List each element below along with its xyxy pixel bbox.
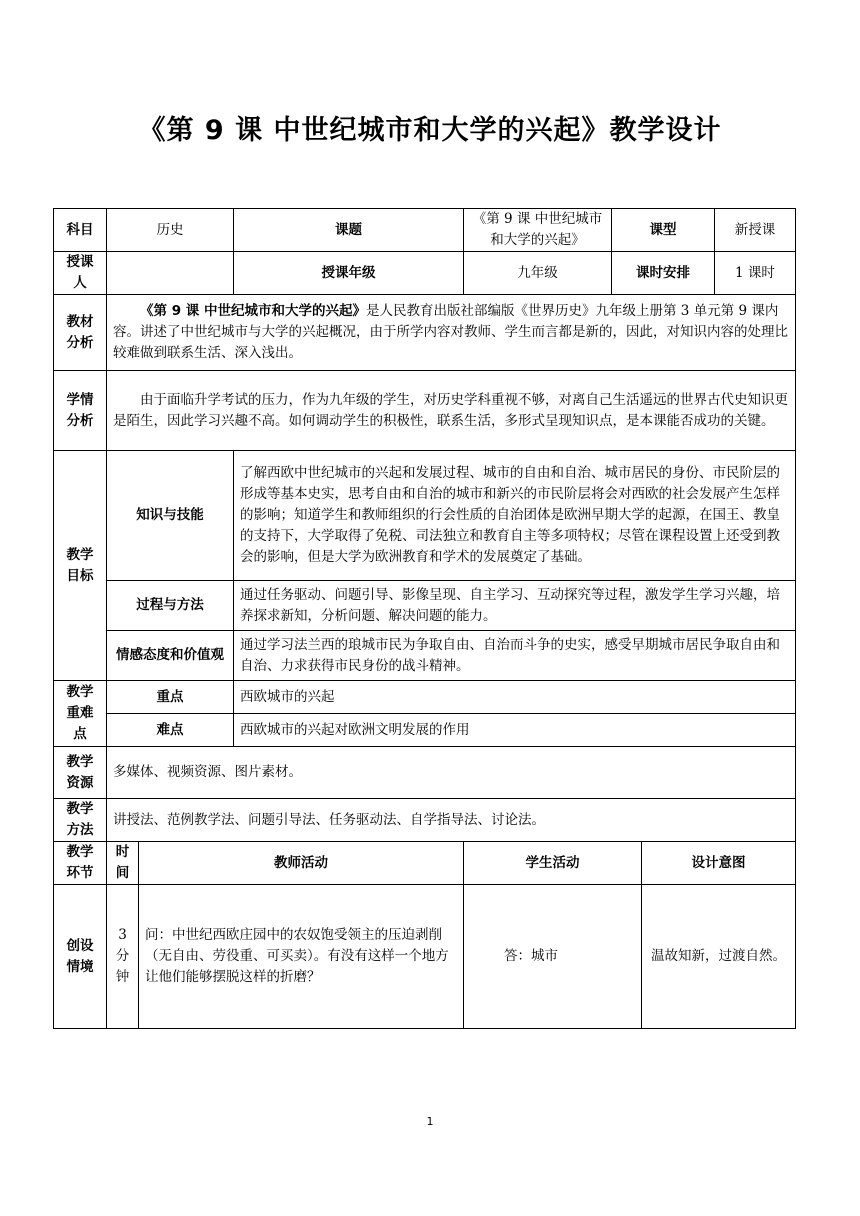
difficulty-label: 难点 bbox=[107, 714, 234, 747]
objective-text-emotion: 通过学习法兰西的琅城市民为争取自由、自治而斗争的史实，感受早期城市居民争取自由和自治、力求获得市民身份的战斗精神。 bbox=[234, 631, 796, 681]
subject-value: 历史 bbox=[107, 209, 234, 252]
objective-label-emotion: 情感态度和价值观 bbox=[107, 631, 234, 681]
process-stage-header: 教学环节 bbox=[54, 842, 107, 885]
process-teacher-header: 教师活动 bbox=[139, 842, 464, 885]
grade-value: 九年级 bbox=[464, 252, 612, 295]
topic-label: 课题 bbox=[234, 209, 464, 252]
difficulty-text: 西欧城市的兴起对欧洲文明发展的作用 bbox=[234, 714, 796, 747]
time-label: 课时安排 bbox=[612, 252, 715, 295]
objectives-label: 教学目标 bbox=[54, 451, 107, 681]
objective-row-knowledge bbox=[54, 451, 796, 581]
process-time-header: 时间 bbox=[107, 842, 139, 885]
process-teacher-activity: 问：中世纪西欧庄园中的农奴饱受领主的压迫剥削（无自由、劳役重、可买卖）。有没有这样一个地方让他们能够摆脱这样的折磨？ bbox=[139, 885, 464, 1029]
process-row bbox=[54, 885, 796, 1029]
process-student-activity: 答：城市 bbox=[464, 885, 642, 1029]
teacher-value bbox=[107, 252, 234, 295]
difficulty-row bbox=[54, 714, 796, 747]
time-value: 1 课时 bbox=[715, 252, 796, 295]
header-row-2 bbox=[54, 252, 796, 295]
resources-text: 多媒体、视频资源、图片素材。 bbox=[107, 747, 796, 799]
focus-label: 重点 bbox=[107, 681, 234, 714]
objective-label-process: 过程与方法 bbox=[107, 581, 234, 631]
material-lead: 《第 9 课 中世纪城市和大学的兴起》 bbox=[140, 303, 366, 319]
learner-analysis-row bbox=[54, 371, 796, 451]
learners-label: 学情分析 bbox=[54, 371, 107, 451]
page-number: 1 bbox=[426, 1115, 434, 1128]
resources-label: 教学资源 bbox=[54, 747, 107, 799]
process-header-row bbox=[54, 842, 796, 885]
page-title: 《第 9 课 中世纪城市和大学的兴起》教学设计 bbox=[138, 115, 722, 146]
keypoints-label: 教学重难点 bbox=[54, 681, 107, 747]
focus-text: 西欧城市的兴起 bbox=[234, 681, 796, 714]
methods-row bbox=[54, 799, 796, 842]
key-point-row bbox=[54, 681, 796, 714]
material-text bbox=[107, 295, 796, 371]
objective-text-process: 通过任务驱动、问题引导、影像呈现、自主学习、互动探究等过程，激发学生学习兴趣，培养探求新知，分析问题、解决问题的能力。 bbox=[234, 581, 796, 631]
objective-label-knowledge: 知识与技能 bbox=[107, 451, 234, 581]
material-body: 是人民教育出版社部编版《世界历史》九年级上册第 3 单元第 9 课内容。讲述了中世纪城市与大学的兴起概况，由于所学内容对教师、学生而言都是新的，因此，对知识内容的处理比较难做到联系生活、深入浅出。 bbox=[113, 303, 788, 361]
learners-text: 由于面临升学考试的压力，作为九年级的学生，对历史学科重视不够，对离自己生活遥远的世界古代史知识更是陌生，因此学习兴趣不高。如何调动学生的积极性，联系生活，多形式呈现知识点，是本课能否成功的关键。 bbox=[107, 371, 796, 451]
objective-row-process bbox=[54, 581, 796, 631]
objective-row-emotion bbox=[54, 631, 796, 681]
grade-label: 授课年级 bbox=[234, 252, 464, 295]
methods-label: 教学方法 bbox=[54, 799, 107, 842]
process-student-header: 学生活动 bbox=[464, 842, 642, 885]
material-analysis-row bbox=[54, 295, 796, 371]
topic-value: 《第 9 课 中世纪城市和大学的兴起》 bbox=[464, 209, 612, 252]
type-label: 课型 bbox=[612, 209, 715, 252]
lesson-plan-table bbox=[53, 208, 795, 1029]
resources-row bbox=[54, 747, 796, 799]
subject-label: 科目 bbox=[54, 209, 107, 252]
type-value: 新授课 bbox=[715, 209, 796, 252]
methods-text: 讲授法、范例教学法、问题引导法、任务驱动法、自学指导法、讨论法。 bbox=[107, 799, 796, 842]
material-label: 教材分析 bbox=[54, 295, 107, 371]
objective-text-knowledge: 了解西欧中世纪城市的兴起和发展过程、城市的自由和自治、城市居民的身份、市民阶层的形成等基本史实，思考自由和自治的城市和新兴的市民阶层将会对西欧的社会发展产生怎样的影响；知道学生和教师组织的行会性质的自治团体是欧洲早期大学的起源，在国王、教皇的支持下，大学取得了免税、司法独立和教育自主等多项特权；尽管在课程设置上还受到教会的影响，但是大学为欧洲教育和学术的发展奠定了基础。 bbox=[234, 451, 796, 581]
process-design-intent: 温故知新，过渡自然。 bbox=[642, 885, 796, 1029]
process-stage: 创设情境 bbox=[54, 885, 107, 1029]
process-intent-header: 设计意图 bbox=[642, 842, 796, 885]
teacher-label: 授课人 bbox=[54, 252, 107, 295]
header-row-1 bbox=[54, 209, 796, 252]
process-time: 3 分钟 bbox=[107, 885, 139, 1029]
